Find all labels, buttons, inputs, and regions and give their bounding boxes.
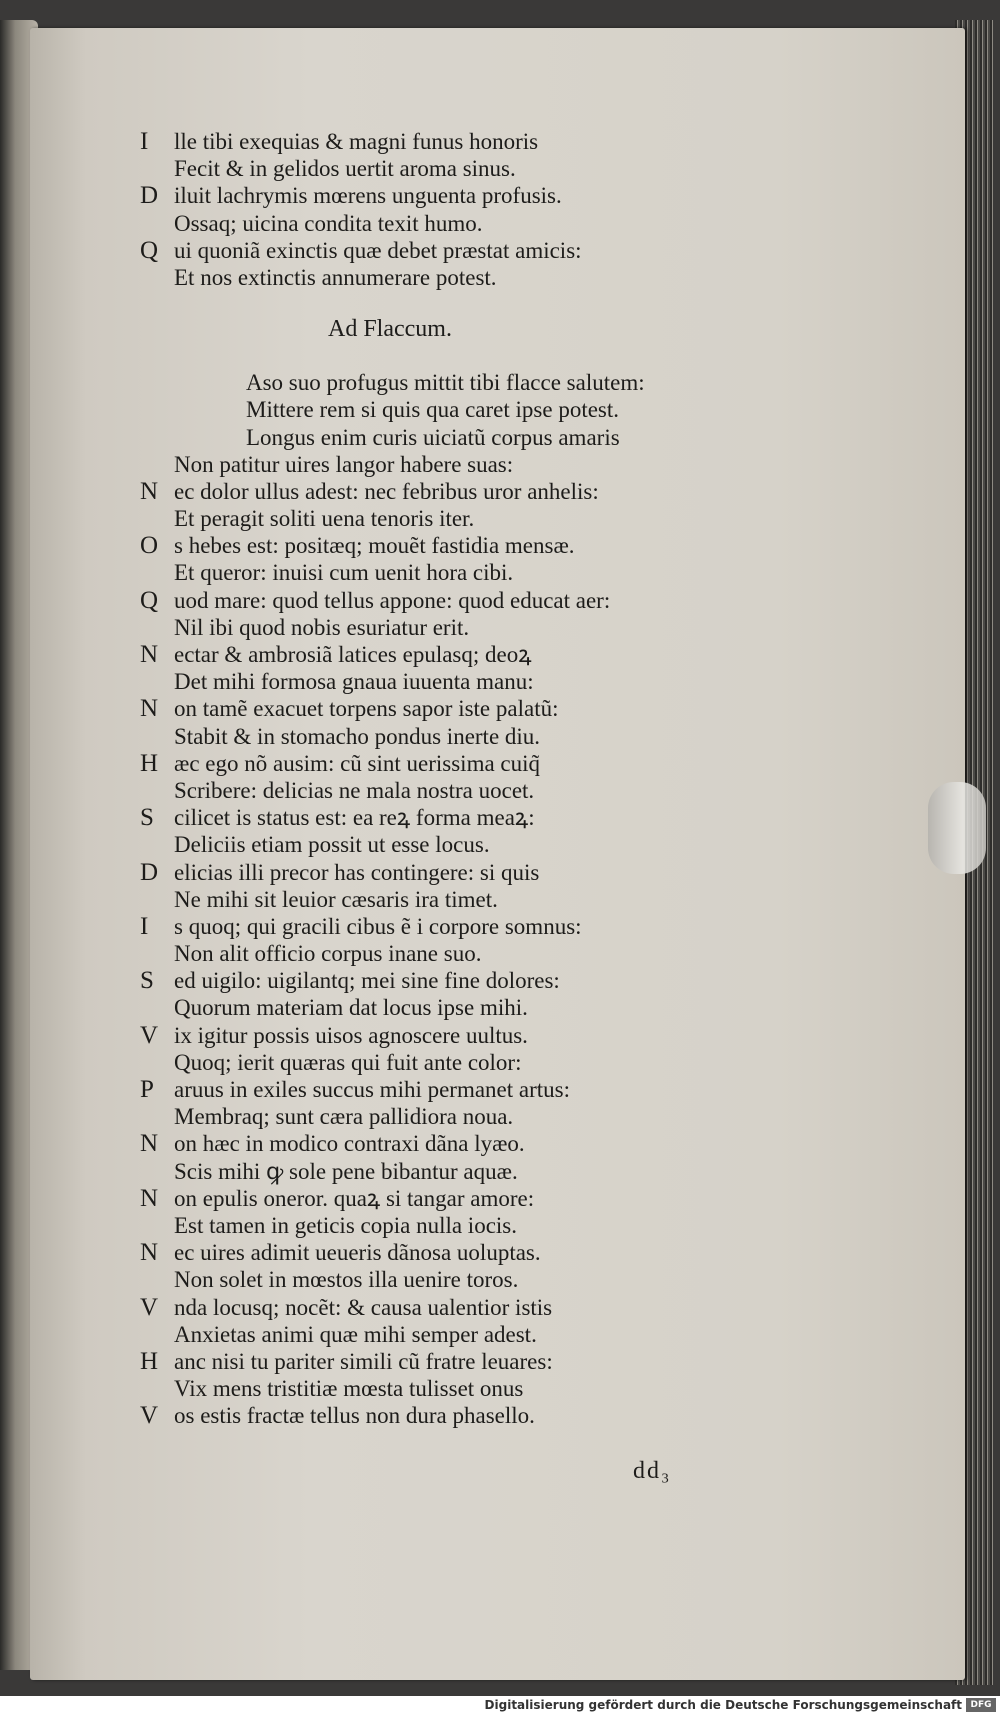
verse-initial: N xyxy=(140,1130,159,1158)
verse-initial xyxy=(140,264,174,291)
verse-line xyxy=(140,913,760,940)
verse-text: nda locusq; nocẽt: & causa ualentior istis xyxy=(174,1294,553,1320)
verse-line xyxy=(140,559,760,586)
verse-line xyxy=(140,1266,760,1293)
verse-initial xyxy=(140,1375,174,1402)
opening-line: Longus enim curis uiciatũ corpus amaris xyxy=(246,424,620,450)
verse-initial xyxy=(140,777,174,804)
verse-line xyxy=(140,237,760,264)
footer-bar xyxy=(0,1696,1000,1715)
verse-initial: H xyxy=(140,1347,159,1375)
verse-initial xyxy=(140,723,174,750)
verse-text: on tamẽ exacuet torpens sapor iste palatũ: xyxy=(174,696,559,722)
verse-initial: V xyxy=(140,1402,159,1430)
verse-initial: D xyxy=(140,182,159,210)
verse-line xyxy=(140,1375,760,1402)
verse-line xyxy=(140,1212,760,1239)
verse-initial xyxy=(140,1321,174,1348)
verse-initial: Q xyxy=(140,236,159,264)
verse-text: aruus in exiles succus mihi permanet artus: xyxy=(174,1077,571,1102)
verse-initial xyxy=(140,994,174,1021)
verse-text: cilicet is status est: ea reꝝ forma meaꝝ: xyxy=(174,805,535,831)
verse-text: uod mare: quod tellus appone: quod educat aer: xyxy=(174,587,611,613)
verse-line xyxy=(140,1239,760,1266)
verse-line xyxy=(140,1294,760,1321)
opening-line: Mittere rem si quis qua caret ipse potest. xyxy=(246,397,620,423)
verse-text: on epulis oneror. quaꝝ si tangar amore: xyxy=(174,1185,535,1211)
verse-text: ui quoniã exinctis quæ debet præstat amicis: xyxy=(174,237,582,263)
verse-line xyxy=(140,777,760,804)
verse-text: lle tibi exequias & magni funus honoris xyxy=(174,129,539,154)
verse-initial xyxy=(140,1103,174,1130)
verse-line xyxy=(140,1130,760,1157)
verse-text: s quoq; qui gracili cibus ẽ i corpore somnus: xyxy=(174,913,582,939)
verse-text: ec uires adimit ueueris dãnosa uoluptas. xyxy=(174,1240,541,1266)
verse-text: on hæc in modico contraxi dãna lyæo. xyxy=(174,1131,525,1157)
verse-line xyxy=(140,587,760,614)
verse-initial: O xyxy=(140,532,159,560)
verse-line xyxy=(140,1402,760,1429)
verse-initial xyxy=(140,1158,174,1185)
verse-line xyxy=(140,1076,760,1103)
verse-line xyxy=(140,723,760,750)
verse-line xyxy=(140,1158,760,1185)
verse-line xyxy=(140,614,760,641)
verse-text: ed uigilo: uigilantq; mei sine fine dolores: xyxy=(174,968,560,994)
verse-text: æc ego nõ ausim: cũ sint uerissima cuiq̃ xyxy=(174,750,541,776)
verse-text: Vix mens tristitiæ mœsta tulisset onus xyxy=(174,1376,524,1402)
verse-text: iluit lachrymis mœrens unguenta profusis. xyxy=(174,183,562,209)
verse-line xyxy=(140,668,760,695)
verse-initial: N xyxy=(140,1239,159,1267)
verse-text: Membraq; sunt cæra pallidiora noua. xyxy=(174,1104,514,1130)
verse-initial xyxy=(140,831,174,858)
verse-text: s hebes est: positæq; mouẽt fastidia mensæ. xyxy=(174,533,575,559)
verse-text: Deliciis etiam possit ut esse locus. xyxy=(174,832,490,858)
verse-initial xyxy=(140,886,174,913)
verse-text: anc nisi tu pariter simili cũ fratre leuares: xyxy=(174,1348,553,1374)
verse-text: Et queror: inuisi cum uenit hora cibi. xyxy=(174,560,514,586)
verse-initial: V xyxy=(140,1293,159,1321)
verse-initial: I xyxy=(140,128,149,155)
verse-text: elicias illi precor has contingere: si quis xyxy=(174,859,540,885)
page-clip xyxy=(928,782,986,874)
verse-initial xyxy=(140,668,174,695)
verse-initial: S xyxy=(140,967,154,995)
verse-initial xyxy=(140,1266,174,1293)
verse-line xyxy=(140,155,760,182)
verse-line xyxy=(140,1185,760,1212)
verse-initial: P xyxy=(140,1076,154,1103)
verse-text: Nil ibi quod nobis esuriatur erit. xyxy=(174,614,470,640)
verse-text: Fecit & in gelidos uertit aroma sinus. xyxy=(174,156,516,182)
verse-initial: S xyxy=(140,804,154,832)
verse-line xyxy=(140,831,760,858)
verse-line xyxy=(140,210,760,237)
verse-initial xyxy=(140,1049,174,1076)
verse-initial xyxy=(140,505,174,532)
verse-initial xyxy=(140,559,174,586)
verse-initial xyxy=(140,614,174,641)
verse-line xyxy=(140,859,760,886)
verse-line xyxy=(140,264,760,291)
verse-text: Stabit & in stomacho pondus inerte diu. xyxy=(174,723,541,749)
verse-line xyxy=(140,1321,760,1348)
verse-initial: H xyxy=(140,749,159,777)
verse-line xyxy=(140,532,760,559)
verse-initial: N xyxy=(140,695,159,723)
verse-text: os estis fractæ tellus non dura phasello. xyxy=(174,1403,535,1429)
verse-text: Quoq; ierit quæras qui fuit ante color: xyxy=(174,1049,522,1075)
verse-text: Ne mihi sit leuior cæsaris ira timet. xyxy=(174,886,498,912)
verse-line xyxy=(140,451,760,478)
verse-line xyxy=(140,128,760,155)
verse-text: Et nos extinctis annumerare potest. xyxy=(174,264,497,290)
poem-title: Ad Flaccum. xyxy=(328,316,452,343)
verse-initial: Q xyxy=(140,586,159,614)
verse-initial: V xyxy=(140,1021,159,1049)
verse-text: ectar & ambrosiã latices epulasq; deoꝝ xyxy=(174,642,532,667)
poem-opening xyxy=(140,369,760,451)
verse-initial xyxy=(140,451,174,478)
verse-initial: D xyxy=(140,858,159,886)
verse-initial xyxy=(140,1212,174,1239)
verse-initial: I xyxy=(140,912,149,940)
verse-text: ec dolor ullus adest: nec febribus uror anhelis: xyxy=(174,478,599,504)
verse-line xyxy=(140,1049,760,1076)
verse-line xyxy=(140,804,760,831)
verse-line xyxy=(140,750,760,777)
verse-text: Anxietas animi quæ mihi semper adest. xyxy=(174,1321,537,1347)
signature-mark: dd₃ xyxy=(633,1458,672,1484)
verse-initial xyxy=(140,210,174,237)
footer-text: Digitalisierung gefördert durch die Deutsche Forschungsgemeinschaft xyxy=(484,1698,962,1712)
verse-line xyxy=(140,886,760,913)
verse-text: Quorum materiam dat locus ipse mihi. xyxy=(174,995,528,1021)
verse-line xyxy=(140,478,760,505)
verse-initial xyxy=(140,155,174,182)
verse-text: Non alit officio corpus inane suo. xyxy=(174,941,482,967)
verse-text: Ossaq; uicina condita texit humo. xyxy=(174,210,483,236)
verse-text: Scis mihi ꝙ sole pene bibantur aquæ. xyxy=(174,1158,518,1184)
verse-line xyxy=(140,940,760,967)
verse-initial: N xyxy=(140,477,159,505)
verse-text: Est tamen in geticis copia nulla iocis. xyxy=(174,1212,518,1238)
verse-line xyxy=(140,1348,760,1375)
verse-line xyxy=(140,1103,760,1130)
poem-section-1 xyxy=(140,128,760,291)
poem-text xyxy=(140,128,760,1429)
verse-text: Non solet in mœstos illa uenire toros. xyxy=(174,1267,519,1293)
verse-text: Det mihi formosa gnaua iuuenta manu: xyxy=(174,669,534,695)
verse-line xyxy=(140,1022,760,1049)
dfg-logo: DFG xyxy=(966,1698,996,1712)
verse-line xyxy=(140,967,760,994)
poem-section-2 xyxy=(140,451,760,1430)
opening-line: Aso suo profugus mittit tibi flacce salutem: xyxy=(246,370,645,396)
verse-line xyxy=(140,641,760,668)
verse-text: ix igitur possis uisos agnoscere uultus. xyxy=(174,1022,528,1048)
verse-line xyxy=(140,994,760,1021)
verse-initial xyxy=(140,940,174,967)
verse-text: Scribere: delicias ne mala nostra uocet. xyxy=(174,777,535,803)
verse-text: Non patitur uires langor habere suas: xyxy=(174,451,514,477)
verse-initial: N xyxy=(140,1184,159,1212)
verse-initial: N xyxy=(140,641,159,668)
verse-line xyxy=(140,182,760,209)
verse-text: Et peragit soliti uena tenoris iter. xyxy=(174,506,475,532)
verse-line xyxy=(140,695,760,722)
verse-line xyxy=(140,505,760,532)
